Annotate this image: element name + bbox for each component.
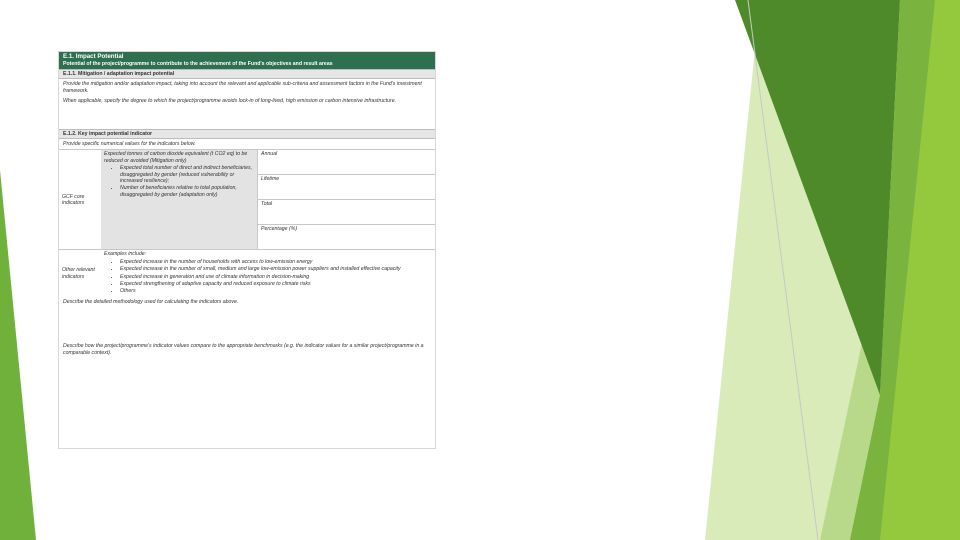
other-indicator-item: • Expected increase in generation and use of climate information in decision-making xyxy=(120,274,432,280)
other-indicator-item: • Expected increase in the number of small, medium and large low-emission power suppliers and installed effective capacity xyxy=(120,266,432,272)
other-indicator-item: • Expected strengthening of adaptive capacity and reduced exposure to climate risks xyxy=(120,281,432,287)
section-1-title: E.1.1. Mitigation / adaptation impact potential xyxy=(59,69,435,79)
indicator-table xyxy=(59,149,435,296)
section-2-intro: Provide specific numerical values for the indicators below. xyxy=(63,141,196,148)
value-cell xyxy=(413,200,435,225)
unit-lifetime: Lifetime xyxy=(258,175,414,200)
other-indicators-cell xyxy=(101,250,435,297)
other-indicator-item: • Expected increase in the number of households with access to low-emission energy xyxy=(120,259,432,265)
section-1-paragraph-2: When applicable, specify the degree to which the project/programme avoids lock-in of long-lived, high emission or carbon intensive infrastructure. xyxy=(63,98,397,105)
gcf-indicator-item: • Number of beneficiaries relative to total population, disaggregated by gender (adaptation only) xyxy=(120,185,254,198)
document-subtitle: Potential of the project/programme to contribute to the achievement of the Fund's objectives and result areas xyxy=(63,61,333,67)
other-indicator-item: • Others xyxy=(120,288,432,294)
other-indicators-label: Other relevant indicators xyxy=(59,250,101,297)
unit-total: Total xyxy=(258,200,414,225)
gcf-core-indicators-cell xyxy=(101,150,258,250)
other-indicators-intro: Examples include: xyxy=(104,251,147,258)
document-screenshot xyxy=(58,51,436,449)
value-cell xyxy=(413,225,435,250)
value-cell xyxy=(413,175,435,200)
unit-percentage: Percentage (%) xyxy=(258,225,414,250)
gcf-indicator-list xyxy=(104,165,254,198)
value-cell xyxy=(413,150,435,175)
benchmark-prompt: Describe how the project/programme's indicator values compare to the appropriate benchmarks (e.g. the indicator values for a similar project/programme in a comparable context). xyxy=(63,343,424,356)
left-green-sliver xyxy=(0,170,36,540)
section-1-paragraph-1: Provide the mitigation and/or adaptation impact, taking into account the relevant and applicable sub-criteria and assessment factors in the Fund's investment framework. xyxy=(63,81,422,94)
document-header xyxy=(59,52,435,69)
section-2-title: E.1.2. Key impact potential indicator xyxy=(59,129,435,139)
gcf-indicator-item: • Expected total number of direct and indirect beneficiaries, disaggregated by gender (reduced vulnerability or increased resilience); xyxy=(120,165,254,184)
gcf-core-indicators-label: GCF core indicators xyxy=(59,150,101,250)
methodology-prompt: Describe the detailed methodology used for calculating the indicators above. xyxy=(63,298,239,305)
unit-annual: Annual xyxy=(258,150,414,175)
document-title: E.1. Impact Potential xyxy=(63,53,124,60)
gcf-indicator-description: Expected tonnes of carbon dioxide equivalent (t CO2 eq) to be reduced or avoided (Mitigation only) xyxy=(104,151,248,164)
other-indicator-list xyxy=(104,259,432,295)
